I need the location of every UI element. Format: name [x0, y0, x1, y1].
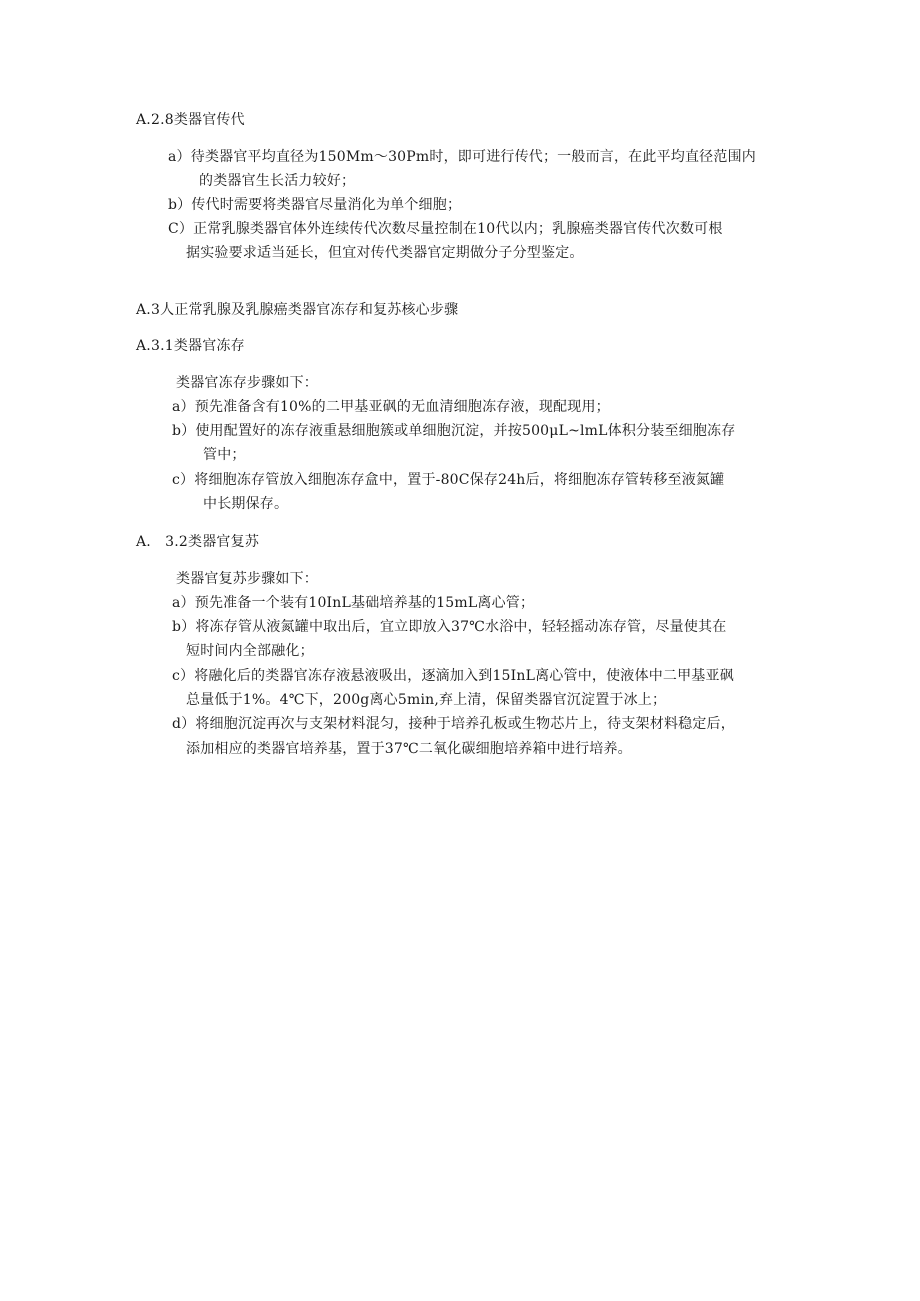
a28-item-c-line1: C）正常乳腺类器官体外连续传代次数尽量控制在10代以内；乳腺癌类器官传代次数可根	[168, 221, 723, 237]
a31-item-c-line2: 中长期保存。	[203, 496, 289, 512]
a31-item-b-line2: 管中；	[203, 447, 246, 463]
a28-item-b: b）传代时需要将类器官尽量消化为单个细胞；	[168, 197, 462, 213]
a32-intro: 类器官复苏步骤如下：	[176, 571, 318, 587]
a28-item-a-line1: a）待类器官平均直径为150Mm～30Pm时，即可进行传代；一般而言，在此平均直径范围内	[168, 149, 756, 165]
a32-item-d-line1: d）将细胞沉淀再次与支架材料混匀，接种于培养孔板或生物芯片上，待支架材料稳定后，	[172, 716, 735, 732]
a28-item-a-line2: 的类器官生长活力较好；	[199, 173, 356, 189]
a31-item-b-line1: b）使用配置好的冻存液重悬细胞簇或单细胞沉淀，并按500μL~lmL体积分装至细胞冻存	[172, 423, 736, 439]
section-a32-heading: A. 3.2类器官复苏	[136, 534, 260, 550]
section-a31-heading: A.3.1类器官冻存	[136, 338, 245, 354]
a31-item-c-line1: c）将细胞冻存管放入细胞冻存盒中，置于-80C保存24h后，将细胞冻存管转移至液氮罐	[172, 472, 725, 488]
a32-item-b-line1: b）将冻存管从液氮罐中取出后，宜立即放入37℃水浴中，轻轻摇动冻存管，尽量使其在	[172, 619, 727, 635]
section-a3-heading: A.3人正常乳腺及乳腺癌类器官冻存和复苏核心步骤	[136, 302, 459, 318]
section-a28-heading: A.2.8类器官传代	[136, 112, 245, 128]
a28-item-c-line2: 据实验要求适当延长，但宜对传代类器官定期做分子分型鉴定。	[186, 245, 584, 261]
a32-item-d-line2: 添加相应的类器官培养基，置于37℃二氧化碳细胞培养箱中进行培养。	[186, 741, 632, 757]
a32-item-b-line2: 短时间内全部融化；	[186, 643, 314, 659]
a31-intro: 类器官冻存步骤如下：	[176, 375, 318, 391]
a32-item-c-line2: 总量低于1%。4℃下，200g离心5min,弃上清，保留类器官沉淀置于冰上；	[186, 692, 667, 708]
a32-item-c-line1: c）将融化后的类器官冻存液悬液吸出，逐滴加入到15InL离心管中，使液体中二甲基亚砜	[172, 668, 734, 684]
a31-item-a: a）预先准备含有10%的二甲基亚砜的无血清细胞冻存液，现配现用；	[172, 399, 610, 415]
a32-item-a: a）预先准备一个装有10InL基础培养基的15mL离心管；	[172, 595, 535, 611]
